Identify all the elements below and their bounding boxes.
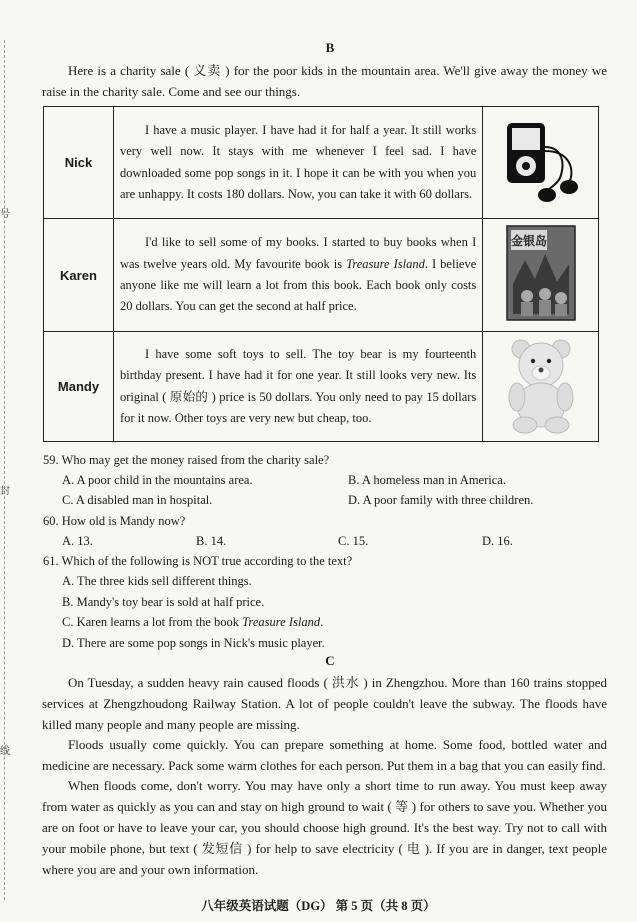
option: A. 13. — [62, 534, 93, 548]
section-c-title: C — [325, 653, 335, 668]
section-b-intro: Here is a charity sale ( 义卖 ) for the poor kids in the mountain area. We'll give away the money we raise in the charity sale. Come and see our things. — [42, 63, 607, 99]
description-text: I have some soft toys to sell. The toy bear is my fourteenth birthday present. I have had it for one year. It still looks very new. Its original ( 原始的 ) price is 50 dollars. You only need to pay 15 dollars for it now. Other toys are very new but cheap, too. — [119, 346, 477, 425]
margin-mark: 线 — [0, 746, 10, 757]
book-cover-icon — [505, 224, 577, 322]
description-text: I'd like to sell some of my books. I started to buy books when I was twelve years old. My favourite book is Treasure Island. I believe anyone like me will learn a lot from this book. Each book only costs 20 dollars. You can get the second at half price. — [119, 235, 477, 314]
music-player-icon — [501, 117, 581, 205]
option: A. The three kids sell different things. — [62, 574, 252, 588]
section-c-paragraph: Floods usually come quickly. You can prepare something at home. Some food, bottled water and medicine are necessary. Pack some warm clothes for each person. Put them in a bag that you can easily find. — [42, 737, 607, 773]
option: B. Mandy's toy bear is sold at half price. — [62, 595, 265, 609]
option: A. A poor child in the mountains area. — [62, 473, 253, 487]
question-59: 59. Who may get the money raised from the charity sale? — [43, 453, 330, 467]
section-b-title: B — [325, 40, 335, 55]
option: C. 15. — [338, 534, 369, 548]
table-row — [44, 332, 599, 442]
teddy-bear-image — [483, 332, 599, 442]
option: B. A homeless man in America. — [348, 473, 506, 487]
seller-description — [113, 332, 482, 442]
option: D. 16. — [482, 534, 513, 548]
seller-description — [113, 219, 482, 332]
table-row — [44, 219, 599, 332]
book-title: Treasure Island — [242, 615, 321, 629]
seller-description — [113, 107, 482, 219]
seller-name: Karen — [44, 219, 114, 332]
teddy-bear-icon — [501, 335, 581, 435]
book-title: Treasure Island — [346, 256, 425, 271]
margin-mark: 封 — [0, 486, 10, 497]
book-cover-image — [483, 219, 599, 332]
page-footer: 八年级英语试题（DG） 第 5 页（共 8 页） — [201, 899, 436, 913]
music-player-image — [483, 107, 599, 219]
binding-margin-line — [4, 40, 5, 900]
margin-mark: 号 — [0, 209, 10, 220]
table-row — [44, 107, 599, 219]
section-c-paragraph: When floods come, don't worry. You may have only a short time to run away. You must keep away from water as quickly as you can and stay on high ground to wait ( 等 ) for others to save you. Whether you are on foot or have to leave your car, you should choose high ground. It's the best way. Try not to call with your mobile phone, but text ( 发短信 ) for help to save electricity ( 电 ). If you are in danger, text people where you are and your own information. — [42, 778, 607, 877]
option: D. A poor family with three children. — [348, 493, 534, 507]
option: C. A disabled man in hospital. — [62, 493, 213, 507]
charity-sale-table — [43, 106, 599, 442]
option: C. Karen learns a lot from the book Treasure Island. — [62, 615, 324, 629]
description-text: I have a music player. I have had it for half a year. It still works very well now. It stays with me whenever I feel sad. I have downloaded some pop songs in it. I hope it can be with you when you are unhappy. It costs 180 dollars. Now, you can take it with 60 dollars. — [119, 122, 477, 201]
question-60: 60. How old is Mandy now? — [43, 514, 186, 528]
question-61: 61. Which of the following is NOT true according to the text? — [43, 554, 353, 568]
option: B. 14. — [196, 534, 227, 548]
option: D. There are some pop songs in Nick's music player. — [62, 636, 325, 650]
seller-name: Nick — [44, 107, 114, 219]
section-c-paragraph: On Tuesday, a sudden heavy rain caused floods ( 洪水 ) in Zhengzhou. More than 160 trains stopped services at Zhengzhoudong Railway Station. A lot of people couldn't leave the subway. The floods have killed many people and many people are missing. — [42, 675, 607, 732]
cover-title: 金银岛 — [510, 234, 547, 248]
seller-name: Mandy — [44, 332, 114, 442]
